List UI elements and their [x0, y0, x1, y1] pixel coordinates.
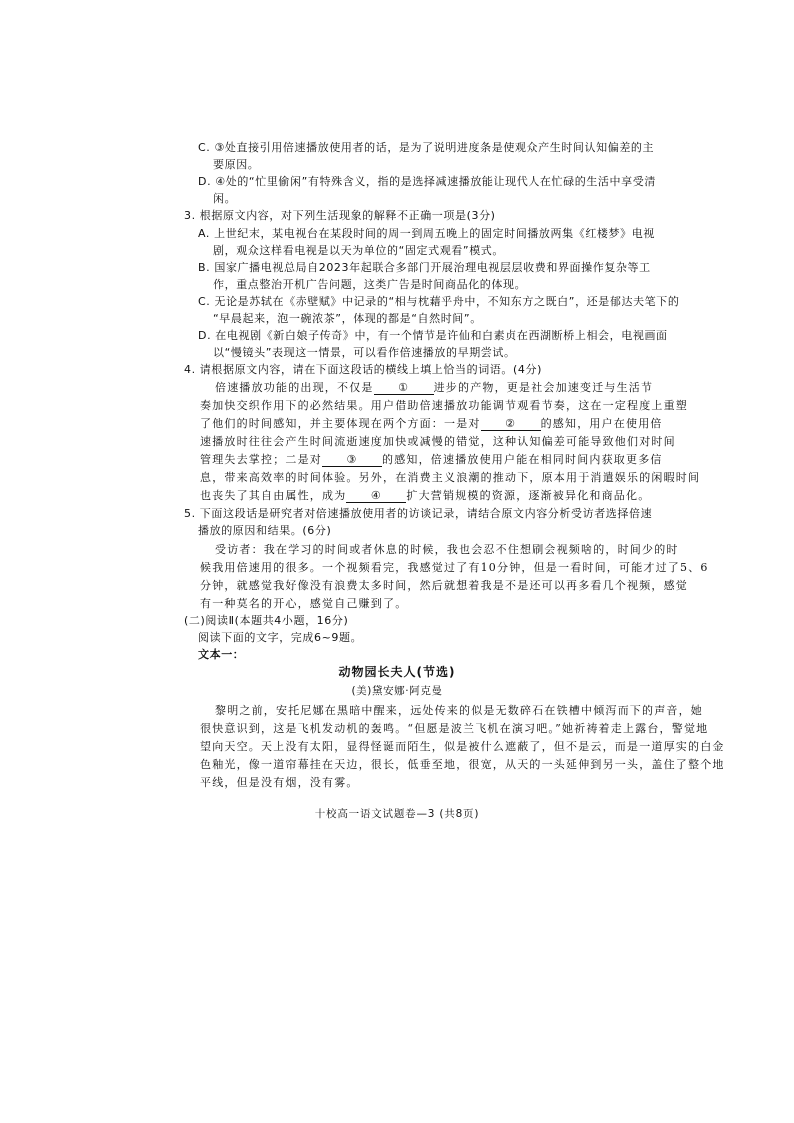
- q4-blank-2: ②: [481, 418, 541, 431]
- q5-interview-line3: 分钟，就感觉我好像没有浪费太多时间，然后就想着我是不是还可以再多看几个视频，感觉: [200, 579, 688, 592]
- q4-passage-line2: 奏加快交织作用下的必然结果。用户借助倍速播放功能调节观看节奏，这在一定程度上重塑: [200, 399, 688, 412]
- q3-option-d-line1: D. 在电视剧《新白娘子传奇》中，有一个情节是许仙和白素贞在西湖断桥上相会，电视画面: [198, 329, 668, 342]
- q2-option-c-line1: C. ③处直接引用倍速播放使用者的话，是为了说明进度条是使观众产生时间认知偏差的主: [198, 141, 655, 154]
- q5-interview-line1: 受访者：我在学习的时间或者休息的时候，我也会忍不住想刷会视频啥的，时间少的时: [215, 543, 679, 556]
- q4-passage-line4: 速播放时往往会产生时间流逝速度加快或减慢的错觉，这种认知偏差可能导致他们对时间: [200, 435, 676, 448]
- passage-line3: 望向天空。天上没有太阳，显得怪诞而陌生，似是被什么遮蔽了，但不是云，而是一道厚实的白金: [200, 740, 725, 753]
- q4-blank-1: ①: [374, 382, 434, 395]
- q3-option-a-line1: A. 上世纪末，某电视台在某段时间的周一到周五晚上的固定时间播放两集《红楼梦》电视: [198, 227, 655, 240]
- q3-option-c-line2: “早晨起来，泡一碗浓茶”，体现的都是“自然时间”。: [213, 312, 482, 325]
- q4-passage-line1: 倍速播放功能的出现，不仅是 ① 进步的产物，更是社会加速变迁与生活节: [215, 381, 654, 394]
- passage-line1: 黎明之前，安托尼娜在黑暗中醒来，远处传来的似是无数碎石在铁槽中倾泻而下的声音，她: [215, 704, 703, 717]
- q4-blank-3: ③: [322, 454, 382, 467]
- passage-line4: 色釉光，像一道帘幕挂在天边，很长，低垂至地，很宽，从天的一头延伸到另一头，盖住了整个地: [200, 758, 725, 771]
- q2-option-d-line2: 闲。: [213, 192, 237, 205]
- q5-interview-line2: 候我用倍速用的很多。一个视频看完，我感觉过了有10分钟，但是一看时间，可能才过了5、6: [200, 561, 709, 574]
- q3-option-b-line1: B. 国家广播电视总局自2023年起联合多部门开展治理电视层层收费和界面操作复杂等工: [198, 261, 651, 274]
- q5-interview-line4: 有一种莫名的开心，感觉自己赚到了。: [200, 597, 408, 610]
- q3-option-c-line1: C. 无论是苏轼在《赤壁赋》中记录的“相与枕藉乎舟中，不知东方之既白”，还是郁达夫笔下的: [198, 295, 680, 308]
- reading2-instruction: 阅读下面的文字，完成6~9题。: [198, 631, 363, 644]
- q4-stem: 4. 请根据原文内容，请在下面这段话的横线上填上恰当的词语。(4分): [184, 363, 542, 376]
- passage-title: 动物园长夫人(节选): [338, 665, 456, 679]
- q4-passage-line5: 管理失去掌控；二是对 ③ 的感知，倍速播放使用户能在相同时间内获取更多信: [200, 453, 663, 466]
- reading2-header: (二)阅读Ⅱ(本题共4小题，16分): [184, 614, 349, 627]
- q3-option-a-line2: 剧，观众这样看电视是以天为单位的“固定式观看”模式。: [213, 244, 504, 257]
- q4-blank-4: ④: [346, 490, 406, 503]
- q3-stem: 3. 根据原文内容，对下列生活现象的解释不正确一项是(3分): [184, 209, 496, 222]
- q2-option-d-line1: D. ④处的“忙里偷闲”有特殊含义，指的是选择减速播放能让现代人在忙碌的生活中享受清: [198, 175, 656, 188]
- q4-passage-line7: 也丧失了其自由属性，成为 ④ 扩大营销规模的资源，逐渐被异化和商品化。: [200, 489, 651, 502]
- q3-option-b-line2: 作，重点整治开机广告问题，这类广告是时间商品化的体现。: [213, 278, 527, 291]
- q4-passage-line6: 息，带来高效率的时间体验。另外，在消费主义浪潮的推动下，原本用于消遣娱乐的闲暇时间: [200, 471, 701, 484]
- q3-option-d-line2: 以“慢镜头”表现这一情景，可以看作倍速播放的早期尝试。: [213, 346, 516, 359]
- q2-option-c-line2: 要原因。: [213, 158, 260, 171]
- passage-line2: 很快意识到，这是飞机发动机的轰鸣。“但愿是波兰飞机在演习吧。”她祈祷着走上露台，警觉地: [200, 722, 709, 735]
- q5-stem-line1: 5. 下面这段话是研究者对倍速播放使用者的访谈记录，请结合原文内容分析受访者选择倍速: [184, 507, 653, 520]
- q5-stem-line2: 播放的原因和结果。(6分): [198, 524, 332, 537]
- passage-line5: 平线，但是没有烟，没有雾。: [200, 776, 359, 789]
- passage-author: (美)黛安娜·阿克曼: [351, 685, 443, 697]
- page-footer: 十校高一语文试题卷—3 (共8页): [314, 808, 480, 820]
- q4-passage-line3: 了他们的时间感知，并主要体现在两个方面：一是对 ② 的感知，用户在使用倍: [200, 417, 663, 430]
- reading2-text-label: 文本一：: [198, 648, 245, 661]
